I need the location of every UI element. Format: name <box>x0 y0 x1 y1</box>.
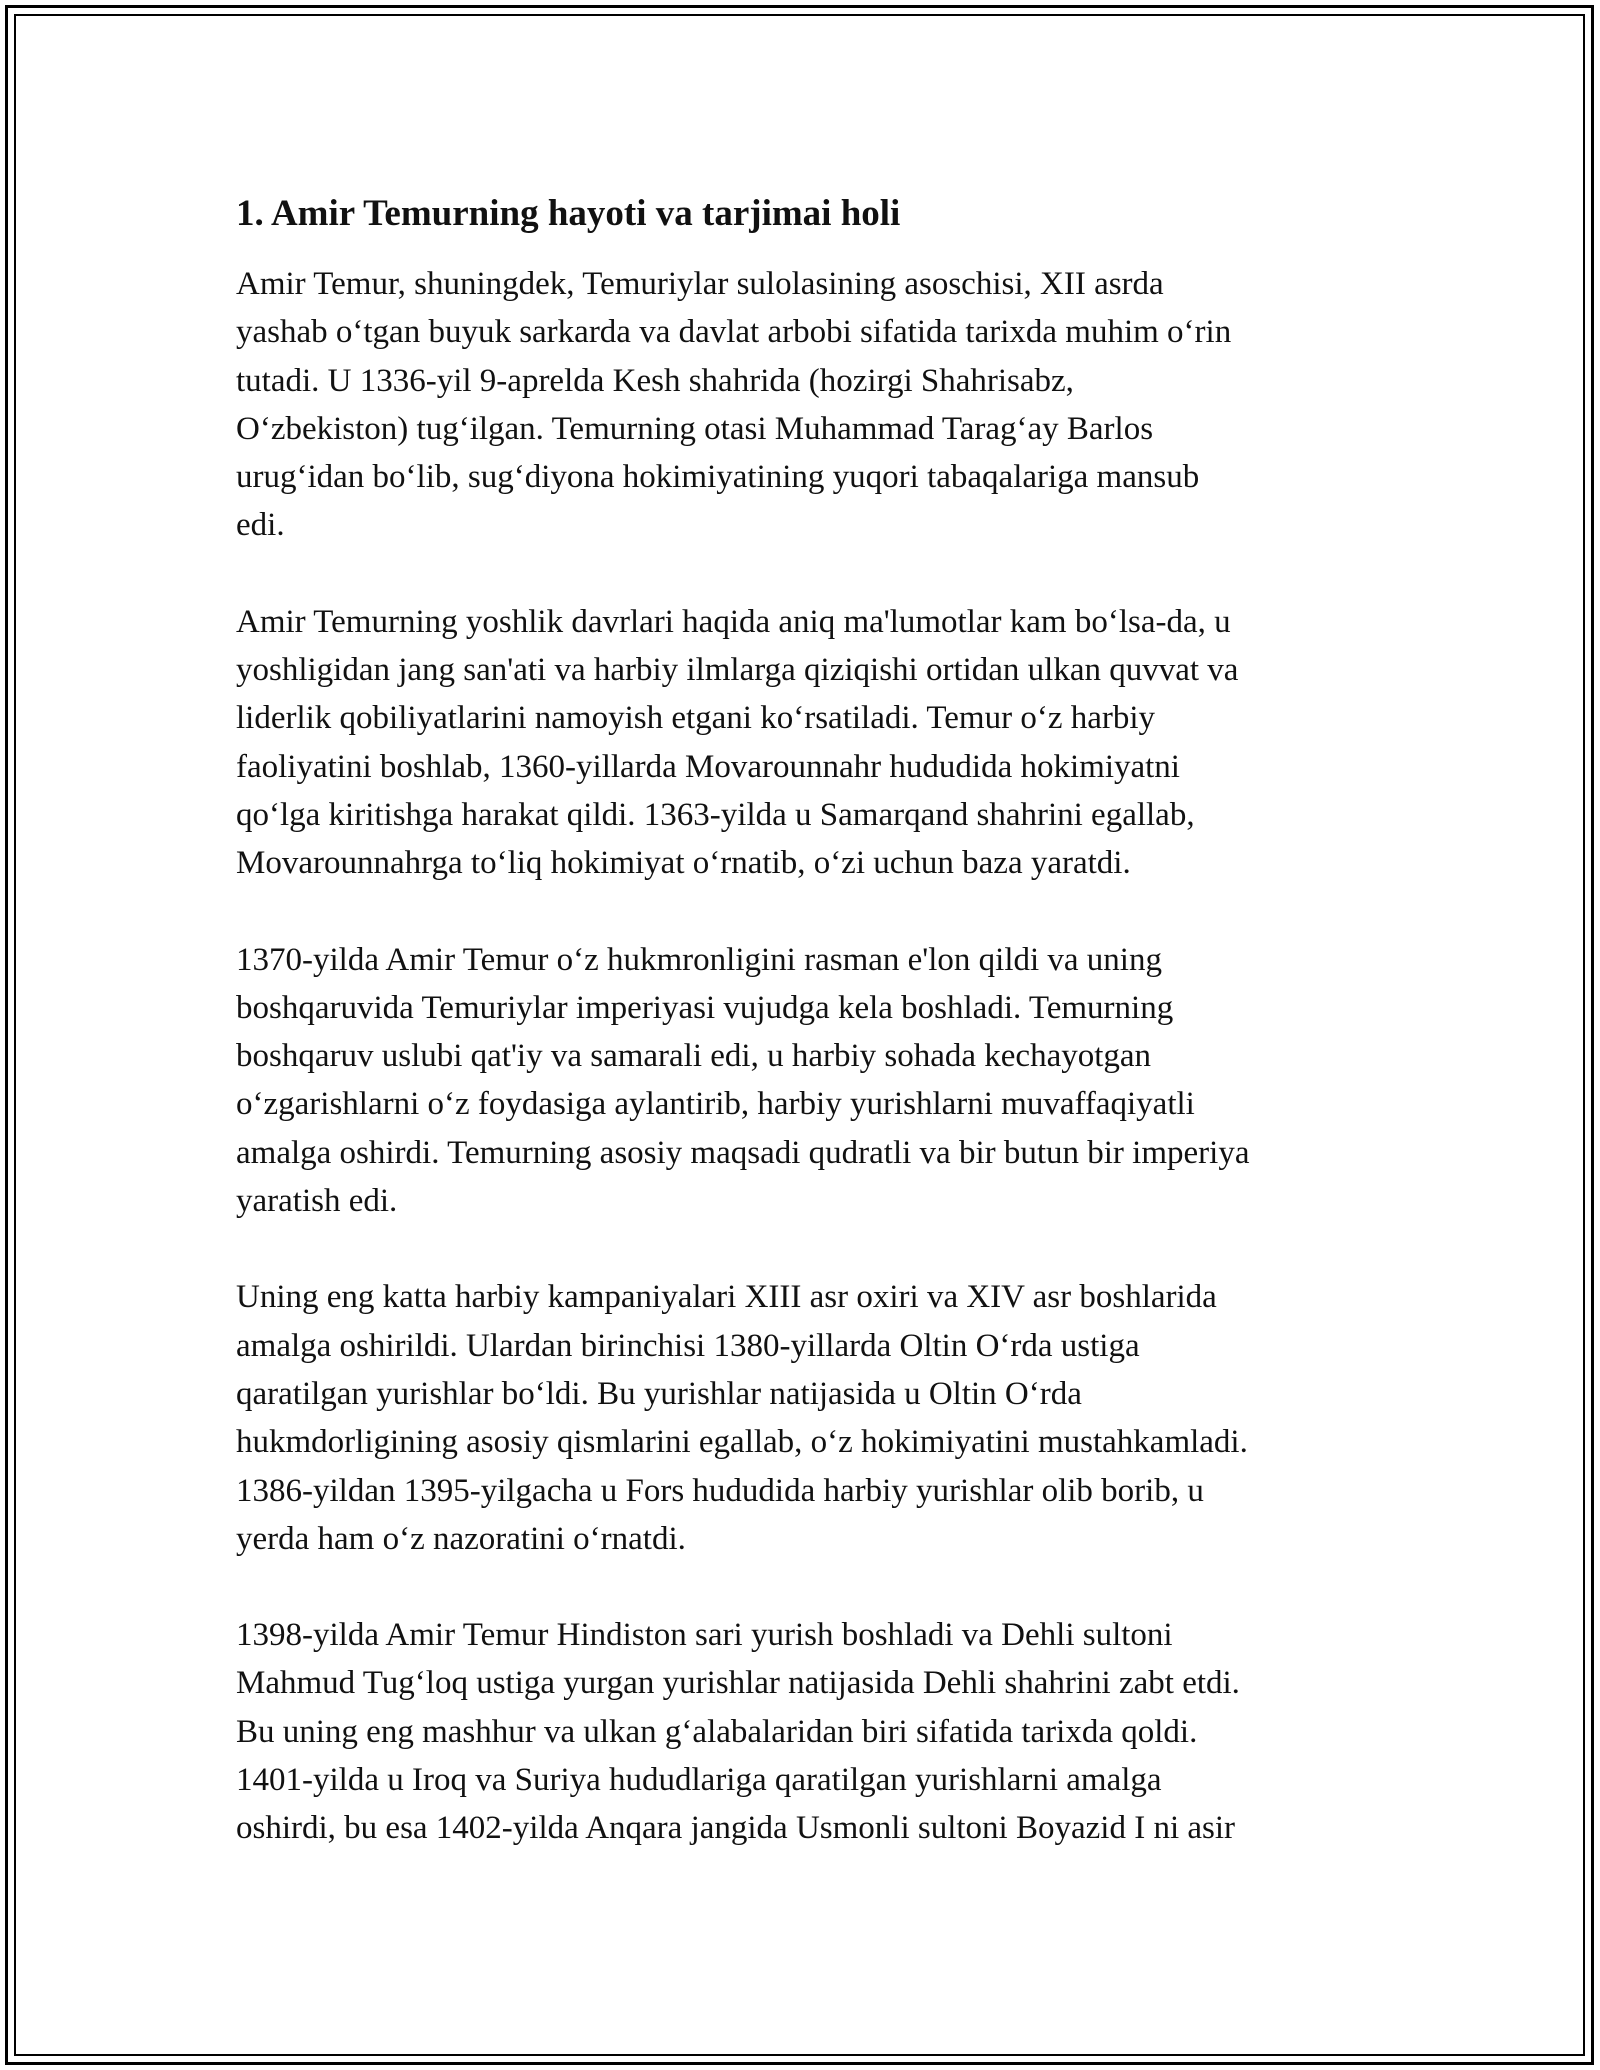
paragraph-line: tutadi. U 1336-yil 9-aprelda Kesh shahrida (hozirgi Shahrisabz, <box>236 362 1074 399</box>
paragraph-line: qo‘lga kiritishga harakat qildi. 1363-yilda u Samarqand shahrini egallab, <box>236 796 1195 833</box>
paragraph-line: yashab o‘tgan buyuk sarkarda va davlat arbobi sifatida tarixda muhim o‘rin <box>236 314 1232 351</box>
paragraph-line: faoliyatini boshlab, 1360-yillarda Movarounnahr hududida hokimiyatni <box>236 748 1180 785</box>
paragraph-line: boshqaruvida Temuriylar imperiyasi vujudga kela boshladi. Temurning <box>236 989 1174 1026</box>
paragraph-line: 1370-yilda Amir Temur o‘z hukmronligini rasman e'lon qildi va uning <box>236 941 1162 978</box>
paragraph-line: qaratilgan yurishlar bo‘ldi. Bu yurishlar natijasida u Oltin O‘rda <box>236 1375 1082 1412</box>
paragraph-line: o‘zgarishlarni o‘z foydasiga aylantirib, harbiy yurishlarni muvaffaqiyatli <box>236 1086 1195 1123</box>
paragraph-5 <box>236 1611 1386 1852</box>
paragraph-1 <box>236 260 1386 550</box>
document-body <box>236 190 1386 1901</box>
paragraph-4 <box>236 1273 1386 1563</box>
section-title: 1. Amir Temurning hayoti va tarjimai holi <box>236 193 901 234</box>
paragraph-line: oshirdi, bu esa 1402-yilda Anqara jangida Usmonli sultoni Boyazid I ni asir <box>236 1810 1236 1847</box>
paragraph-line: yoshligidan jang san'ati va harbiy ilmlarga qiziqishi ortidan ulkan quvvat va <box>236 652 1239 689</box>
paragraph-2 <box>236 598 1386 888</box>
paragraph-line: Uning eng katta harbiy kampaniyalari XIII asr oxiri va XIV asr boshlarida <box>236 1279 1217 1316</box>
paragraph-line: liderlik qobiliyatlarini namoyish etgani ko‘rsatiladi. Temur o‘z harbiy <box>236 700 1156 737</box>
paragraph-line: 1401-yilda u Iroq va Suriya hududlariga qaratilgan yurishlarni amalga <box>236 1762 1162 1799</box>
paragraph-line: Amir Temur, shuningdek, Temuriylar sulolasining asoschisi, XII asrda <box>236 266 1164 302</box>
paragraph-line: urug‘idan bo‘lib, sug‘diyona hokimiyatining yuqori tabaqalariga mansub <box>236 459 1200 496</box>
paragraph-line: 1398-yilda Amir Temur Hindiston sari yurish boshladi va Dehli sultoni <box>236 1617 1173 1654</box>
paragraph-line: 1386-yildan 1395-yilgacha u Fors hududida harbiy yurishlar olib borib, u <box>236 1472 1204 1509</box>
paragraph-line: edi. <box>236 507 285 544</box>
paragraph-line: Amir Temurning yoshlik davrlari haqida aniq ma'lumotlar kam bo‘lsa-da, u <box>236 603 1231 640</box>
paragraph-line: Mahmud Tug‘loq ustiga yurgan yurishlar natijasida Dehli shahrini zabt etdi. <box>236 1665 1240 1702</box>
paragraph-line: amalga oshirdi. Temurning asosiy maqsadi qudratli va bir butun bir imperiya <box>236 1134 1250 1171</box>
paragraph-3 <box>236 936 1386 1226</box>
paragraph-line: O‘zbekiston) tug‘ilgan. Temurning otasi Muhammad Tarag‘ay Barlos <box>236 410 1154 447</box>
paragraph-line: boshqaruv uslubi qat'iy va samarali edi, u harbiy sohada kechayotgan <box>236 1038 1152 1075</box>
paragraph-line: Bu uning eng mashhur va ulkan g‘alabalaridan biri sifatida tarixda qoldi. <box>236 1713 1198 1750</box>
paragraph-line: yaratish edi. <box>236 1183 398 1220</box>
paragraph-line: amalga oshirildi. Ulardan birinchisi 1380-yillarda Oltin O‘rda ustiga <box>236 1327 1140 1364</box>
paragraph-line: hukmdorligining asosiy qismlarini egallab, o‘z hokimiyatini mustahkamladi. <box>236 1424 1248 1461</box>
paragraph-line: yerda ham o‘z nazoratini o‘rnatdi. <box>236 1520 686 1557</box>
paragraph-line: Movarounnahrga to‘liq hokimiyat o‘rnatib, o‘zi uchun baza yaratdi. <box>236 845 1131 882</box>
